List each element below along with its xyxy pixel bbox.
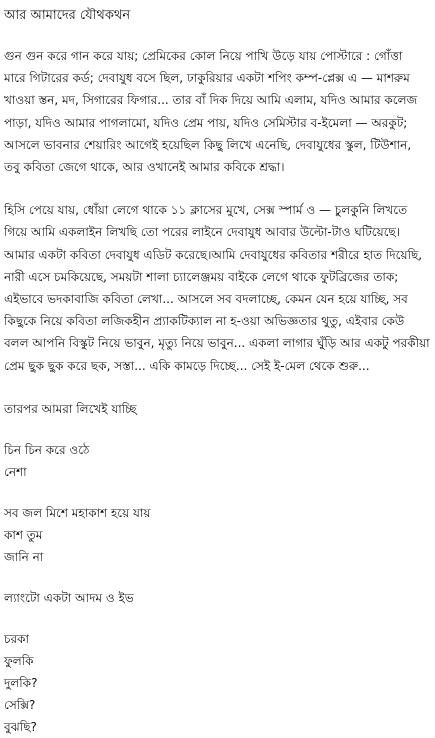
poem-line: ল্যাংটো একটা আদম ও ইভ: [4, 590, 134, 605]
paragraph-line: কিছুকে নিয়ে কবিতা লজিকহীন প্র্যাকটিক্যাল না হ-ওয়া অভিজ্ঞতার থুতু, এইবার কেউ: [4, 314, 405, 329]
paragraph-line: বলল আপনি বিস্কুট নিয়ে ভাবুন, মৃত্যু নিয়ে ভাবুন... একলা লাগার ঘুঁড়ি আর একটু পরকীয়া: [4, 336, 430, 351]
paragraph-line: গিয়ে আমি একলাইন লিখছি তো পরের লাইনে দেবাযুধ আবার উল্টো-টাও ঘটিয়েছে।: [4, 225, 401, 240]
poem-line: চরকা: [4, 631, 29, 646]
poem-line: বুঝছি?: [4, 719, 37, 734]
poem-line: চিন চিন করে ওঠে: [4, 442, 90, 457]
poem-line: কাশ তুম: [4, 527, 43, 542]
paragraph-line: আমার একটা কবিতা দেবাযুধ এডিট করেছে।আমি দেবাযুধের কবিতার শরীরে হাত দিয়েছি,: [4, 247, 423, 262]
poem-line: ফুলকি: [4, 653, 34, 668]
paragraph-line: পাড়া, যদিও আমার পাগলামো, যদিও প্রেম পায়, যদিও সেমিস্টার ব-ইমেলা — অরকুট;: [4, 115, 408, 130]
paragraph-1: [4, 45, 432, 178]
poem-line: সব জল মিশে মহাকাশ হয়ে যায়: [4, 505, 151, 520]
paragraph-line: এইভাবে ভদকাবাজি কবিতা লেখা... আসলে সব বদলাচ্ছে, কেমন যেন হয়ে যাচ্ছি, সব: [4, 292, 408, 307]
paragraph-2: [4, 199, 432, 377]
article-title: আর আমাদের যৌথকথন: [4, 8, 131, 23]
paragraph-line: মারে গিটারের কর্ড; দেবাযুধ বসে ছিল, ঢাকুরিয়ার একটা শপিং কম্প-প্লেক্স এ — মাশরুম: [4, 71, 410, 86]
poem-stanza-2: [4, 502, 432, 568]
poem-stanza-4: [4, 628, 432, 738]
poem-line: জানি না: [4, 549, 44, 564]
paragraph-line: গুন গুন করে গান করে যায়; প্রেমিকের কোল নিয়ে পাখি উড়ে যায় পোস্টারে : গোঁত্তা: [4, 49, 403, 63]
poem-line: নেশা: [4, 464, 27, 479]
paragraph-line: খাওয়া স্তন, মদ, সিগারের ফিগার... তার বাঁ দিক দিয়ে আমি এলাম, যদিও আমার কলেজ: [4, 93, 418, 108]
poem-stanza-1: [4, 439, 432, 483]
paragraph-line: হিসি পেয়ে যায়, ধোঁয়া লেগে থাকে ১১ ক্লাসের মুখে, সেক্স স্পার্ম ও — চুলকুনি লিখতে: [4, 203, 408, 218]
paragraph-line: তবু কবিতা জেগে থাকে, আর ওখানেই আমার কবিকে শ্রদ্ধা।: [4, 160, 285, 175]
poem-stanza-3: [4, 587, 432, 609]
paragraph-line: আসলে ভাবনার শেয়ারিং আগেই হয়েছিল কিছু লিখে এনেছি, দেবাযুধের স্কুল, টিউশান,: [4, 137, 412, 152]
paragraph-line: নারী এসে চমকিয়েছে, সময়টা শালা চ্যালেঞ্জময় বাইকে লেগে থাকে ফুটব্রিজের তাক;: [4, 269, 399, 284]
poem-line: সেক্সি?: [4, 697, 36, 712]
paragraph-line: প্রেম ছুক ছুক করে ছক, সস্তা... একি কামড়ে দিচ্ছে... সেই ই-মেল থেকে শুরু...: [4, 358, 370, 373]
poem-intro: তারপর আমরা লিখেই যাচ্ছি: [4, 401, 137, 416]
poem-line: দুলকি?: [4, 675, 38, 690]
